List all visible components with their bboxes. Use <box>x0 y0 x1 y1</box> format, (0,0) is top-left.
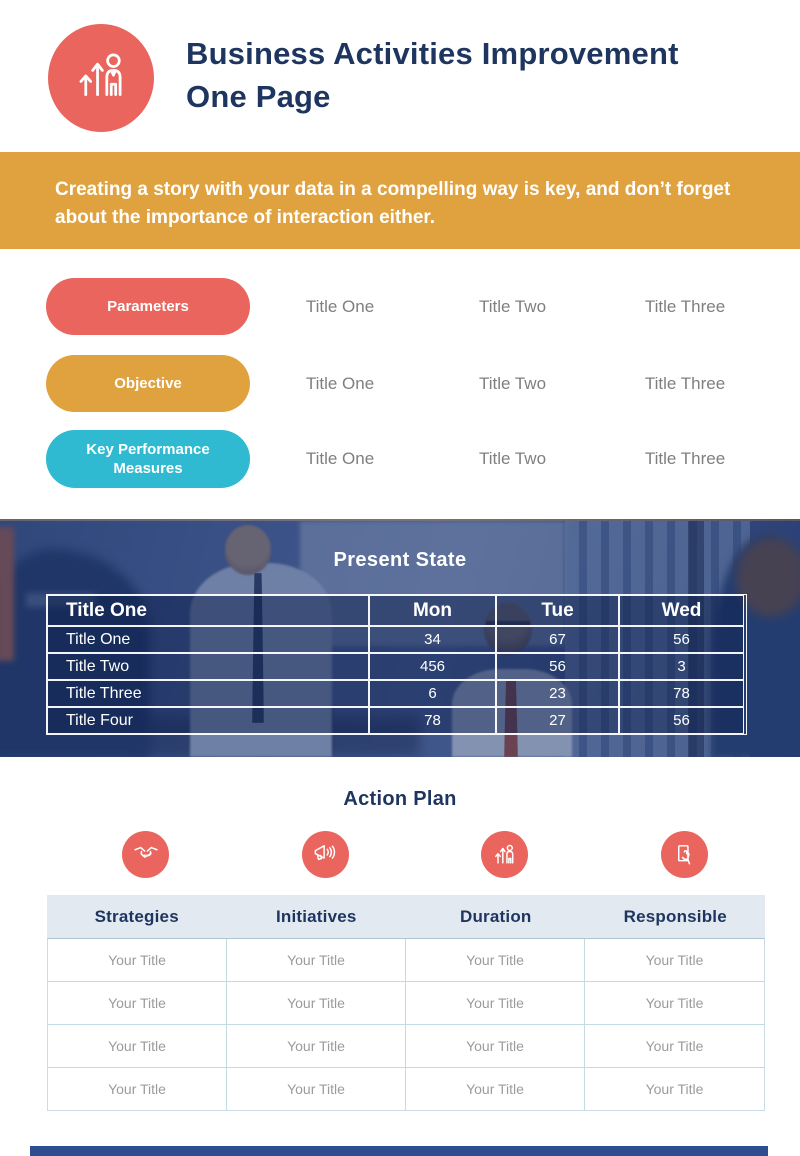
intro-banner <box>0 152 800 249</box>
cell-value: 56 <box>496 653 619 680</box>
cell-your-title: Your Title <box>406 1068 585 1110</box>
present-state-header-row <box>47 595 746 626</box>
cell-your-title: Your Title <box>406 1025 585 1067</box>
objective-title-two: Title Two <box>478 373 547 393</box>
cell-value: 6 <box>369 680 496 707</box>
hand-document-icon <box>661 831 708 878</box>
megaphone-icon <box>302 831 349 878</box>
ps-header-tue: Tue <box>496 595 619 626</box>
cell-your-title: Your Title <box>406 982 585 1024</box>
row-label: Title Four <box>47 707 369 734</box>
ap-header-duration: Duration <box>460 906 532 926</box>
action-plan-title: Action Plan <box>343 788 457 810</box>
table-row <box>47 707 746 734</box>
objective-pill: Objective <box>46 355 250 412</box>
cell-value: 23 <box>496 680 619 707</box>
growth-person-icon <box>481 831 528 878</box>
cell-value: 34 <box>369 626 496 653</box>
kpm-title-one: Title One <box>305 449 375 468</box>
kpm-title-two: Title Two <box>478 449 547 468</box>
table-row <box>47 626 746 653</box>
present-state-section <box>0 519 800 757</box>
table-row <box>48 1068 764 1110</box>
table-row <box>48 982 764 1025</box>
handshake-icon <box>122 831 169 878</box>
cell-your-title: Your Title <box>227 1068 406 1110</box>
ps-header-title: Title One <box>47 595 369 626</box>
page-title-line1: Business Activities Improvement <box>186 36 679 71</box>
cell-value: 56 <box>619 707 744 734</box>
cell-your-title: Your Title <box>645 1038 704 1054</box>
parameters-row <box>46 278 776 335</box>
cell-your-title: Your Title <box>48 1068 227 1110</box>
cell-your-title: Your Title <box>645 995 704 1011</box>
present-state-body <box>47 626 746 734</box>
cell-your-title: Your Title <box>406 939 585 981</box>
ap-header-strategies: Strategies <box>94 906 179 926</box>
objective-title-three: Title Three <box>644 373 726 393</box>
intro-banner-text: Creating a story with your data in a compelling way is key, and don’t forget about the importance of interaction either. <box>55 179 731 228</box>
footer-bar <box>30 1146 768 1156</box>
present-state-title: Present State <box>333 549 467 571</box>
cell-your-title: Your Title <box>48 939 227 981</box>
kpm-row <box>46 430 776 488</box>
action-plan-header-row <box>47 895 765 938</box>
page-title-line2: One Page <box>186 79 331 114</box>
cell-value: 78 <box>369 707 496 734</box>
cell-your-title: Your Title <box>645 952 704 968</box>
cell-your-title: Your Title <box>227 1025 406 1067</box>
objective-title-one: Title One <box>305 373 375 393</box>
kpm-title-three: Title Three <box>644 449 726 468</box>
cell-value: 67 <box>496 626 619 653</box>
cell-value: 78 <box>619 680 744 707</box>
ap-header-responsible: Responsible <box>623 906 727 926</box>
ap-header-initiatives: Initiatives <box>275 906 357 926</box>
ps-header-mon: Mon <box>369 595 496 626</box>
table-row <box>47 653 746 680</box>
parameters-title-two: Title Two <box>478 296 547 316</box>
parameters-pill: Parameters <box>46 278 250 335</box>
action-plan-table <box>47 895 765 1111</box>
parameters-title-three: Title Three <box>644 296 726 316</box>
cell-your-title: Your Title <box>645 1081 704 1097</box>
cell-value: 56 <box>619 626 744 653</box>
cell-your-title: Your Title <box>227 939 406 981</box>
cell-your-title: Your Title <box>48 982 227 1024</box>
cell-value: 456 <box>369 653 496 680</box>
action-plan-icons <box>47 831 765 878</box>
table-row <box>48 939 764 982</box>
row-label: Title One <box>47 626 369 653</box>
page-title <box>186 32 766 118</box>
ps-header-wed: Wed <box>619 595 744 626</box>
row-label: Title Three <box>47 680 369 707</box>
kpm-pill: Key Performance Measures <box>46 430 250 488</box>
table-row <box>47 680 746 707</box>
cell-value: 27 <box>496 707 619 734</box>
action-plan-body <box>47 938 765 1111</box>
growth-person-icon <box>48 24 154 132</box>
cell-your-title: Your Title <box>227 982 406 1024</box>
table-row <box>48 1025 764 1068</box>
parameters-title-one: Title One <box>305 296 375 316</box>
objective-row <box>46 355 776 412</box>
cell-value: 3 <box>619 653 744 680</box>
cell-your-title: Your Title <box>48 1025 227 1067</box>
present-state-table <box>46 594 747 735</box>
row-label: Title Two <box>47 653 369 680</box>
